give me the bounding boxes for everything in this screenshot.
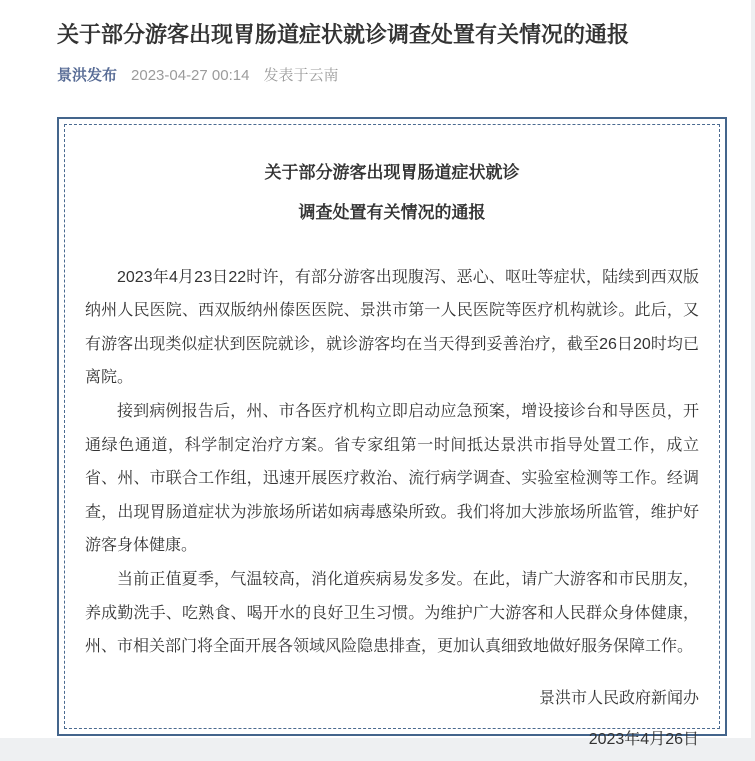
article-title: 关于部分游客出现胃肠道症状就诊调查处置有关情况的通报 [57, 22, 630, 47]
notice-paragraph: 接到病例报告后，州、市各医疗机构立即启动应急预案，增设接诊台和导医员，开通绿色通道，科学制定治疗方案。省专家组第一时间抵达景洪市指导处置工作，成立省、州、市联合工作组，迅速开展医疗救治、流行病学调查、实验室检测等工作。经调查，出现胃肠道症状为涉旅场所诺如病毒感染所致。我们将加大涉旅场所监管，维护好游客身体健康。 [85, 403, 699, 555]
notice-date: 2023年4月26日 [588, 731, 699, 749]
notice-body [85, 261, 699, 664]
notice-inner-frame [64, 124, 720, 749]
notice-title-line1: 关于部分游客出现胃肠道症状就诊 [264, 162, 520, 182]
publish-location: 发表于云南 [263, 66, 339, 84]
notice-title [85, 153, 699, 233]
notice-title-line2: 调查处置有关情况的通报 [298, 202, 486, 222]
article-meta [57, 64, 694, 85]
notice-signature: 景洪市人民政府新闻办 [538, 689, 699, 707]
publish-time: 2023-04-27 00:14 [131, 66, 250, 84]
notice-paragraph: 当前正值夏季，气温较高，消化道疾病易发多发。在此，请广大游客和市民朋友，养成勤洗手、吃熟食、喝开水的良好卫生习惯。为维护广大游客和人民群众身体健康，州、市相关部门将全面开展各领域风险隐患排查，更加认真细致地做好服务保障工作。 [85, 571, 699, 656]
notice-signature-block [85, 678, 699, 761]
notice-paragraph: 2023年4月23日22时许，有部分游客出现腹泻、恶心、呕吐等症状，陆续到西双版纳州人民医院、西双版纳州傣医医院、景洪市第一人民医院等医疗机构就诊。此后，又有游客出现类似症状到医院就诊，就诊游客均在当天得到妥善治疗，截至26日20时均已离院。 [85, 268, 699, 387]
account-name-link[interactable]: 景洪发布 [57, 66, 118, 84]
notice-box [57, 117, 727, 749]
